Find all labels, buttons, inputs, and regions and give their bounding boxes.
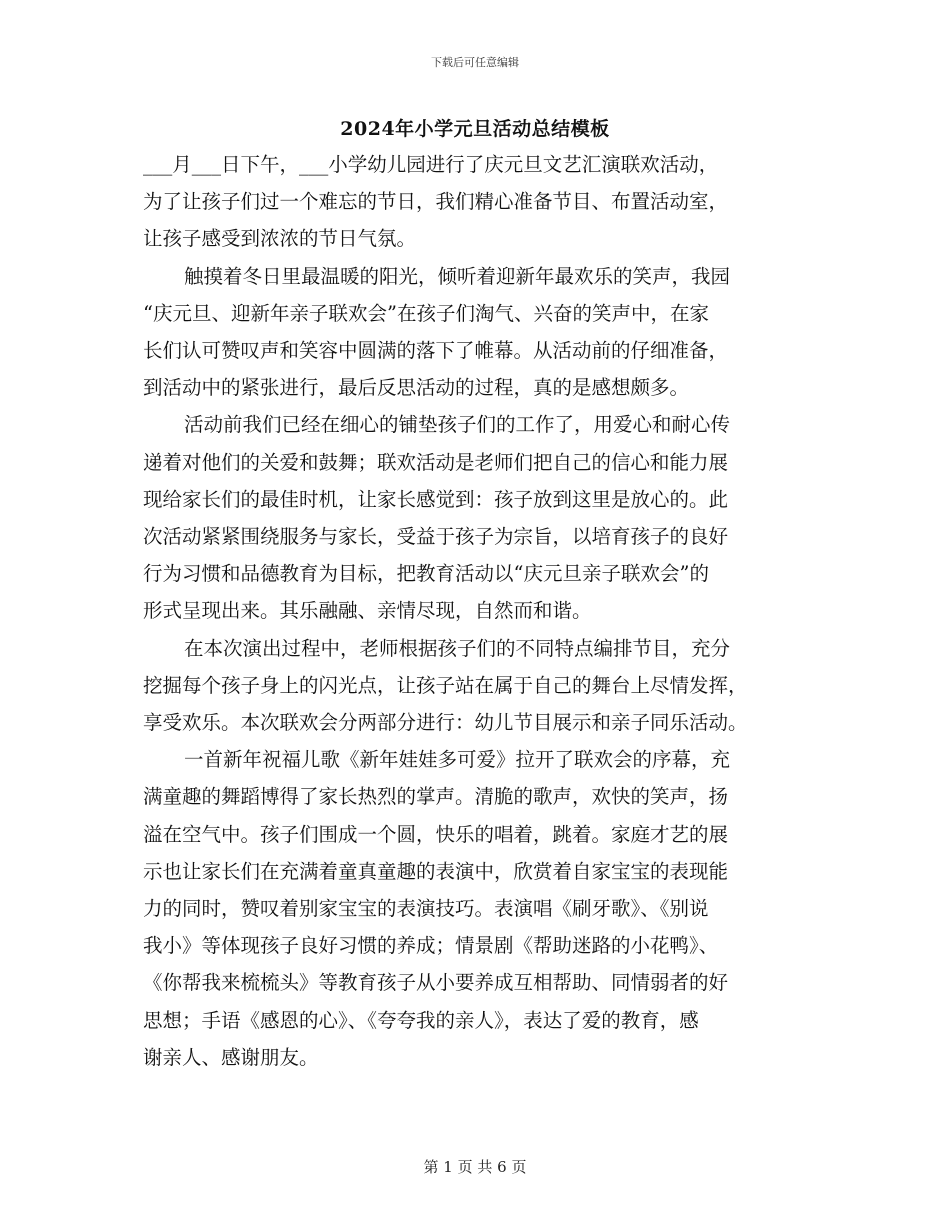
paragraph-line: 谢亲人、感谢朋友。 <box>143 1045 319 1069</box>
paragraph-line: 到活动中的紧张进行，最后反思活动的过程，真的是感想颇多。 <box>143 376 690 400</box>
paragraph-line: “庆元旦、迎新年亲子联欢会”在孩子们淘气、兴奋的笑声中，在家 <box>143 301 709 325</box>
page-number-footer: 第 1 页 共 6 页 <box>423 1158 527 1176</box>
paragraph-line: 在本次演出过程中，老师根据孩子们的不同特点编排节目，充分 <box>184 636 731 660</box>
paragraph-line: 长们认可赞叹声和笑容中圆满的落下了帷幕。从活动前的仔细准备， <box>143 339 729 363</box>
paragraph-line: 思想；手语《感恩的心》、《夸夸我的亲人》，表达了爱的教育，感 <box>143 1008 699 1032</box>
paragraph-line: 力的同时，赞叹着别家宝宝的表演技巧。表演唱《刷牙歌》、《别说 <box>143 897 709 921</box>
paragraph-line: 次活动紧紧围绕服务与家长，受益于孩子为宗旨，以培育孩子的良好 <box>143 525 729 549</box>
paragraph-line: 形式呈现出来。其乐融融、亲情尽现，自然而和谐。 <box>143 599 592 623</box>
paragraph-line: 活动前我们已经在细心的铺垫孩子们的工作了，用爱心和耐心传 <box>184 413 731 437</box>
paragraph-line: ___月___日下午，___小学幼儿园进行了庆元旦文艺汇演联欢活动， <box>143 153 719 176</box>
document-body <box>143 146 823 1076</box>
paragraph-line: 行为习惯和品德教育为目标，把教育活动以“庆元旦亲子联欢会”的 <box>143 562 709 586</box>
paragraph-line: 挖掘每个孩子身上的闪光点，让孩子站在属于自己的舞台上尽情发挥， <box>143 673 748 697</box>
paragraph-line: 示也让家长们在充满着童真童趣的表演中，欣赏着自家宝宝的表现能 <box>143 859 729 883</box>
paragraph-line: 满童趣的舞蹈博得了家长热烈的掌声。清脆的歌声，欢快的笑声，扬 <box>143 785 729 809</box>
paragraph-line: 让孩子感受到浓浓的节日气氛。 <box>143 227 417 251</box>
paragraph-line: 溢在空气中。孩子们围成一个圆，快乐的唱着，跳着。家庭才艺的展 <box>143 822 729 846</box>
paragraph-line: 递着对他们的关爱和鼓舞；联欢活动是老师们把自己的信心和能力展 <box>143 450 729 474</box>
paragraph-line: 现给家长们的最佳时机，让家长感觉到：孩子放到这里是放心的。此 <box>143 487 729 511</box>
document-title: 2024年小学元旦活动总结模板 <box>340 118 610 140</box>
header-note: 下载后可任意编辑 <box>431 56 519 69</box>
paragraph-line: 为了让孩子们过一个难忘的节日，我们精心准备节目、布置活动室， <box>143 190 729 214</box>
paragraph-line: 一首新年祝福儿歌《新年娃娃多可爱》拉开了联欢会的序幕，充 <box>184 748 731 772</box>
paragraph-line: 享受欢乐。本次联欢会分两部分进行：幼儿节目展示和亲子同乐活动。 <box>143 711 748 735</box>
paragraph-line: 我小》等体现孩子良好习惯的养成；情景剧《帮助迷路的小花鸭》、 <box>143 934 719 958</box>
paragraph-line: 《你帮我来梳梳头》等教育孩子从小要养成互相帮助、同情弱者的好 <box>143 971 729 995</box>
paragraph-line: 触摸着冬日里最温暖的阳光，倾听着迎新年最欢乐的笑声，我园 <box>184 264 731 288</box>
